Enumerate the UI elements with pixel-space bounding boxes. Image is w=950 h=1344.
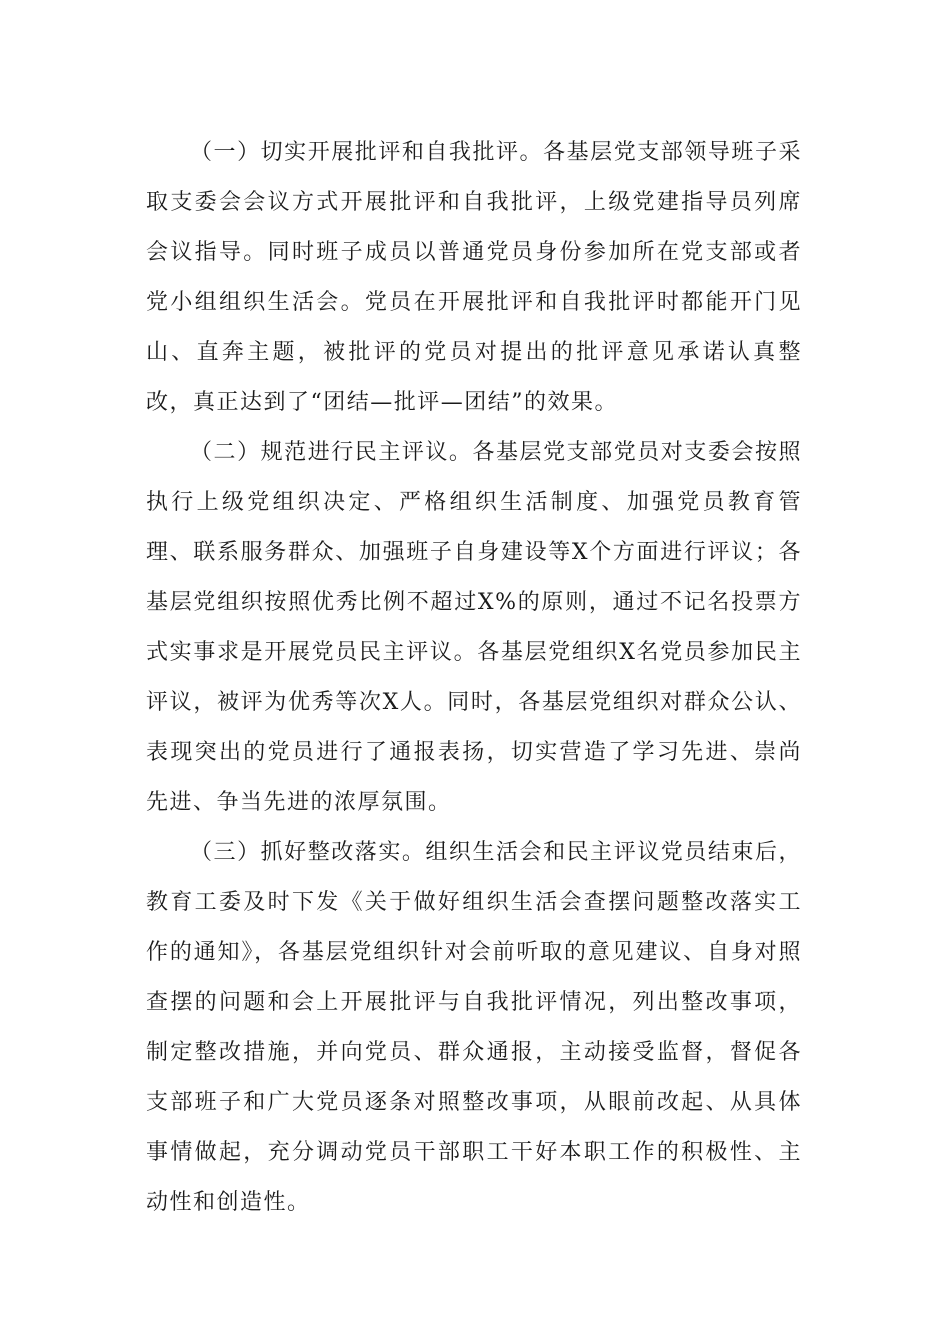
paragraph-criticism: （一）切实开展批评和自我批评。各基层党支部领导班子采取支委会会议方式开展批评和自我批评，上级党建指导员列席会议指导。同时班子成员以普通党员身份参加所在党支部或者党小组组织生活会。党员在开展批评和自我批评时都能开门见山、直奔主题，被批评的党员对提出的批评意见承诺认真整改，真正达到了“团结—批评—团结”的效果。 — [146, 140, 802, 415]
paragraph-rectification: （三）抓好整改落实。组织生活会和民主评议党员结束后，教育工委及时下发《关于做好组织生活会查摆问题整改落实工作的通知》，各基层党组织针对会前听取的意见建议、自身对照查摆的问题和会上开展批评与自我批评情况，列出整改事项，制定整改措施，并向党员、群众通报，主动接受监督，督促各支部班子和广大党员逐条对照整改事项，从眼前改起、从具体事情做起，充分调动党员干部职工干好本职工作的积极性、主动性和创造性。 — [146, 840, 802, 1215]
document-body — [146, 128, 802, 1228]
paragraph-democratic-review: （二）规范进行民主评议。各基层党支部党员对支委会按照执行上级党组织决定、严格组织生活制度、加强党员教育管理、联系服务群众、加强班子自身建设等X个方面进行评议；各基层党组织按照优秀比例不超过X%的原则，通过不记名投票方式实事求是开展党员民主评议。各基层党组织X名党员参加民主评议，被评为优秀等次X人。同时，各基层党组织对群众公认、表现突出的党员进行了通报表扬，切实营造了学习先进、崇尚先进、争当先进的浓厚氛围。 — [146, 440, 802, 815]
